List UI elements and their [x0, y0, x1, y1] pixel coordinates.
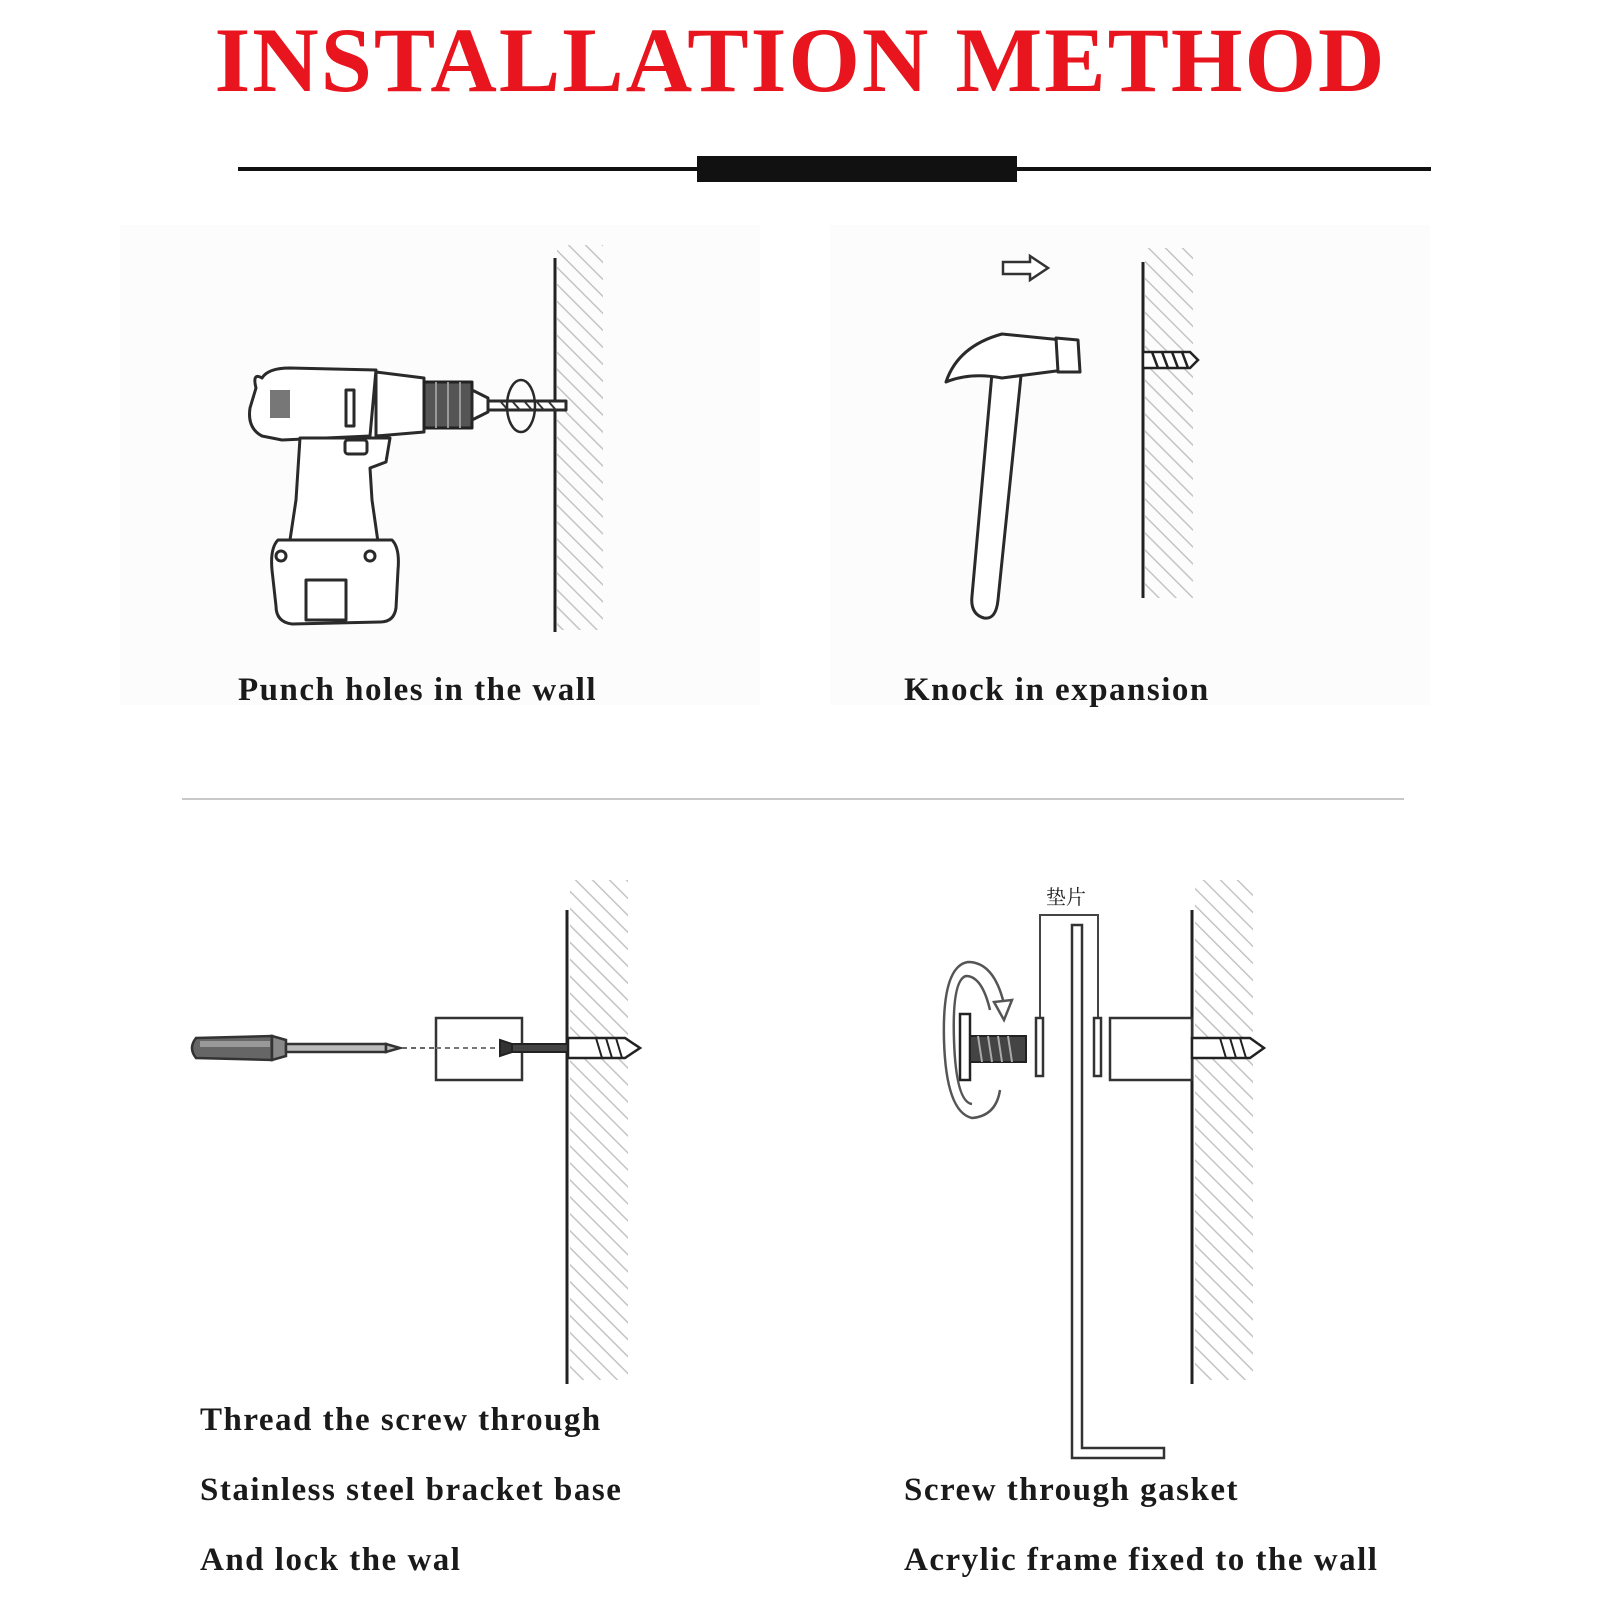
expansion-plug-icon — [1143, 352, 1198, 368]
section-divider — [182, 798, 1404, 800]
wall-icon — [1143, 248, 1193, 598]
step1-caption: Punch holes in the wall — [238, 672, 598, 708]
gasket-bracket-icon — [1040, 915, 1098, 1030]
acrylic-frame-icon — [1072, 925, 1164, 1458]
wall-icon — [567, 880, 628, 1384]
screwdriver-icon — [192, 1036, 400, 1060]
gasket-icon — [1036, 1018, 1101, 1076]
step3-caption-line1: Thread the screw through — [200, 1402, 602, 1438]
step2-caption: Knock in expansion — [904, 672, 1210, 708]
step4-caption-line2: Acrylic frame fixed to the wall — [904, 1542, 1379, 1578]
gasket-label: 垫片 — [1046, 885, 1086, 909]
wall-icon — [555, 245, 603, 632]
page-title: INSTALLATION METHOD — [214, 9, 1387, 111]
standoff-icon — [1110, 1018, 1192, 1080]
arrow-right-icon — [1003, 256, 1048, 280]
step3-caption-line2: Stainless steel bracket base — [200, 1472, 623, 1508]
hammer-icon — [946, 334, 1080, 618]
step4-caption-line1: Screw through gasket — [904, 1472, 1239, 1508]
drill-icon — [250, 368, 567, 624]
wall-icon — [1192, 880, 1253, 1384]
cap-screw-icon — [960, 1014, 1026, 1080]
anchor-screw-icon — [1192, 1038, 1264, 1058]
step3-caption-line3: And lock the wal — [200, 1542, 462, 1578]
